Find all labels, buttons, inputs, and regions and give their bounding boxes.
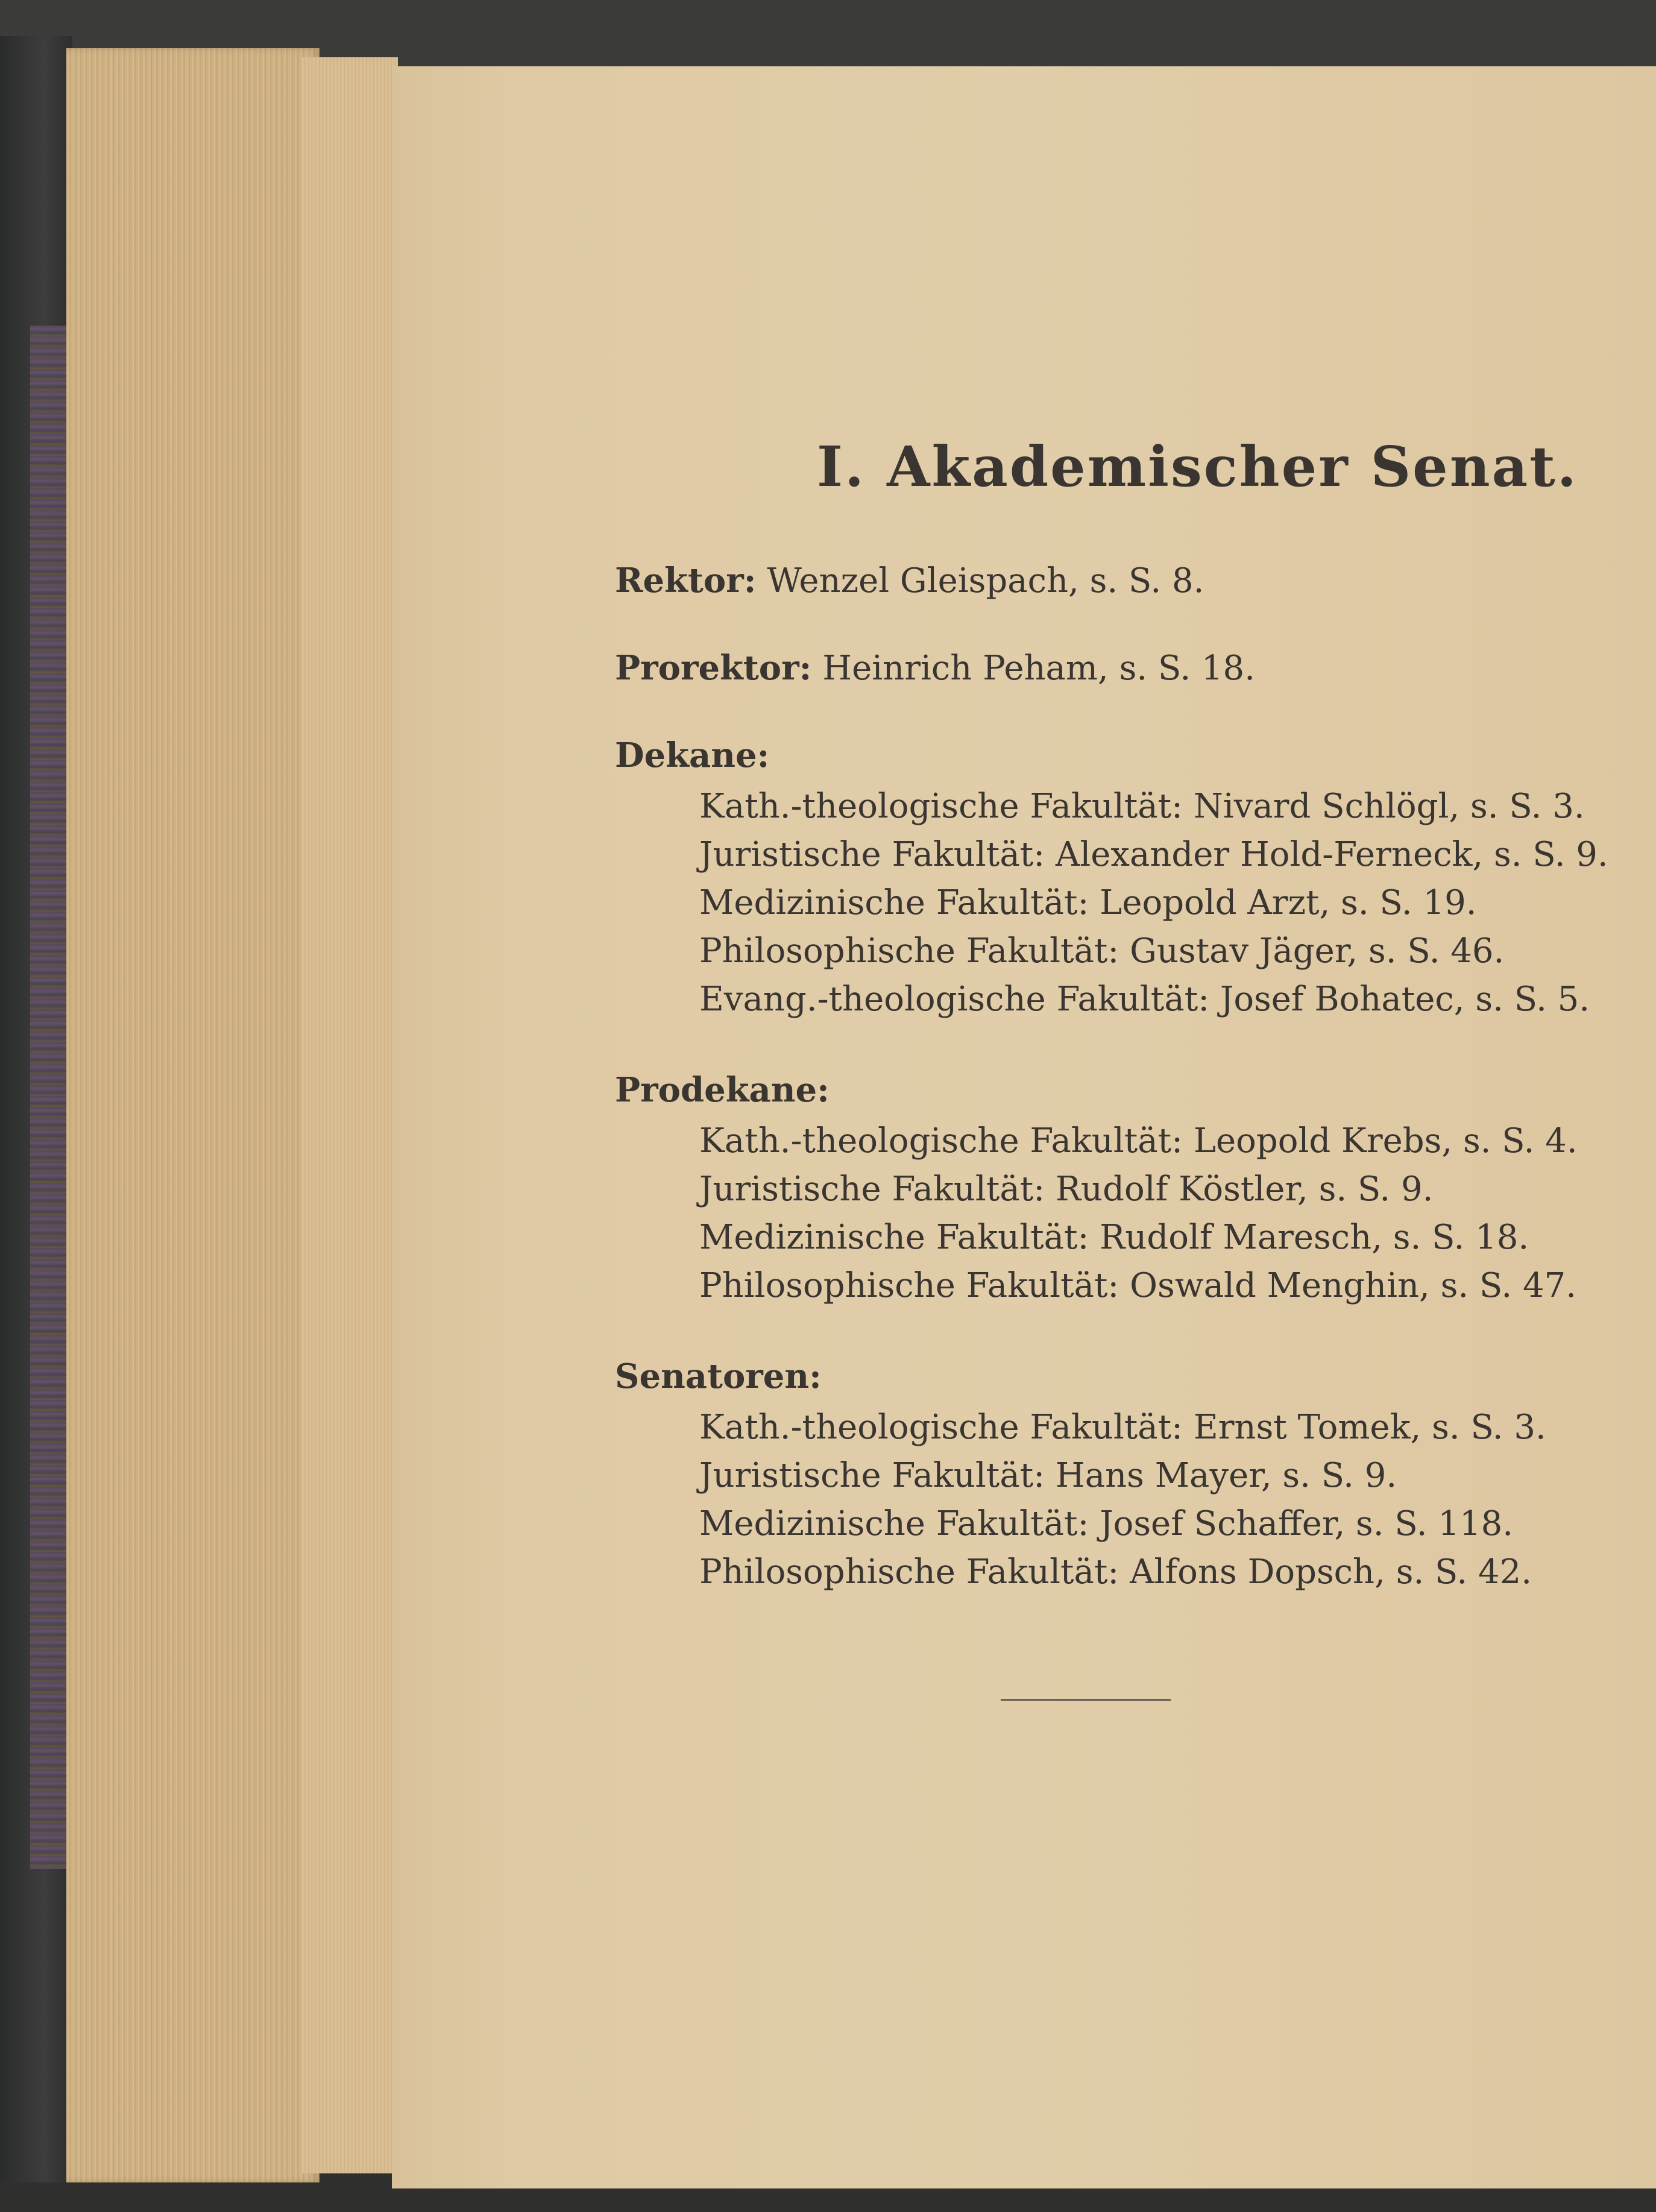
prodekane-item: Kath.-theologische Fakultät: Leopold Krebs, s. S. 4. — [699, 1121, 1578, 1161]
closing-rule — [1001, 1699, 1171, 1701]
prodekane-item: Juristische Fakultät: Rudolf Köstler, s. S. 9. — [699, 1170, 1434, 1209]
dekane-item: Juristische Fakultät: Alexander Hold-Ferneck, s. S. 9. — [699, 835, 1608, 874]
prodekane-item: Philosophische Fakultät: Oswald Menghin, s. S. 47. — [699, 1266, 1577, 1305]
senatoren-heading: Senatoren: — [615, 1357, 822, 1396]
page-title: I. Akademischer Senat. — [817, 434, 1578, 499]
senatoren-item: Kath.-theologische Fakultät: Ernst Tomek, s. S. 3. — [699, 1408, 1546, 1447]
page-edges — [66, 48, 320, 2182]
prodekane-item: Medizinische Fakultät: Rudolf Maresch, s. S. 18. — [699, 1218, 1529, 1257]
prorektor-label: Prorektor: — [615, 648, 812, 688]
page-edges-inner — [301, 57, 398, 2173]
senatoren-item: Medizinische Fakultät: Josef Schaffer, s. S. 118. — [699, 1504, 1514, 1543]
dekane-item: Evang.-theologische Fakultät: Josef Bohatec, s. S. 5. — [699, 980, 1590, 1019]
dekane-item: Philosophische Fakultät: Gustav Jäger, s. S. 46. — [699, 931, 1505, 971]
dekane-item: Kath.-theologische Fakultät: Nivard Schlögl, s. S. 3. — [699, 787, 1585, 826]
rektor-line — [615, 561, 1204, 600]
prorektor-value: Heinrich Peham, s. S. 18. — [822, 649, 1255, 688]
rektor-label: Rektor: — [615, 561, 757, 600]
prodekane-heading: Prodekane: — [615, 1070, 830, 1110]
dekane-heading: Dekane: — [615, 736, 770, 775]
senatoren-item: Juristische Fakultät: Hans Mayer, s. S. 9. — [699, 1456, 1397, 1495]
rektor-value: Wenzel Gleispach, s. S. 8. — [767, 561, 1204, 600]
dekane-item: Medizinische Fakultät: Leopold Arzt, s. S. 19. — [699, 883, 1477, 922]
prorektor-line — [615, 648, 1255, 688]
senatoren-item: Philosophische Fakultät: Alfons Dopsch, s. S. 42. — [699, 1552, 1532, 1592]
spine-cloth — [30, 326, 66, 1869]
